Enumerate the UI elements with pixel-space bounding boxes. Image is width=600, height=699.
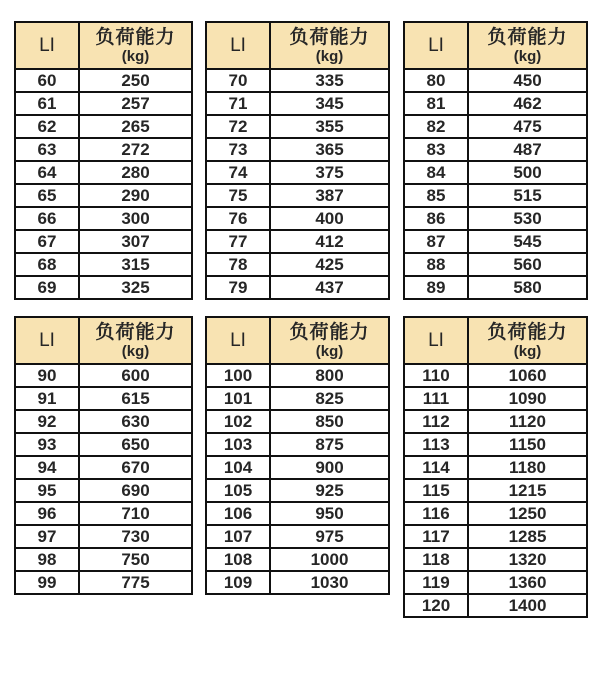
load-capacity-value: 730	[79, 525, 192, 548]
table-header-row	[206, 317, 389, 364]
li-value: 80	[404, 69, 468, 92]
table-row	[15, 571, 192, 594]
table-row	[15, 525, 192, 548]
li-value: 68	[15, 253, 79, 276]
table-row	[15, 410, 192, 433]
load-capacity-value: 315	[79, 253, 192, 276]
li-value: 86	[404, 207, 468, 230]
li-value: 70	[206, 69, 270, 92]
load-capacity-value: 775	[79, 571, 192, 594]
li-value: 108	[206, 548, 270, 571]
load-capacity-value: 462	[468, 92, 587, 115]
li-value: 89	[404, 276, 468, 299]
load-capacity-value: 600	[79, 364, 192, 387]
li-value: 84	[404, 161, 468, 184]
table-row	[206, 364, 389, 387]
table-row	[404, 161, 587, 184]
load-capacity-value: 355	[270, 115, 389, 138]
load-capacity-column-header	[79, 22, 192, 69]
table-row	[404, 548, 587, 571]
load-capacity-value: 1285	[468, 525, 587, 548]
load-capacity-value: 265	[79, 115, 192, 138]
load-capacity-unit: (kg)	[121, 342, 150, 360]
table-row	[206, 115, 389, 138]
li-value: 107	[206, 525, 270, 548]
load-capacity-value: 975	[270, 525, 389, 548]
table-row	[206, 276, 389, 299]
load-capacity-unit: (kg)	[121, 47, 150, 65]
load-capacity-unit: (kg)	[315, 342, 344, 360]
li-column-header: LI	[206, 317, 270, 364]
load-capacity-value: 290	[79, 184, 192, 207]
table-row	[15, 276, 192, 299]
load-capacity-value: 670	[79, 456, 192, 479]
load-capacity-value: 300	[79, 207, 192, 230]
load-capacity-value: 400	[270, 207, 389, 230]
load-capacity-value: 387	[270, 184, 389, 207]
li-value: 109	[206, 571, 270, 594]
table-row	[206, 456, 389, 479]
li-value: 117	[404, 525, 468, 548]
table-row	[404, 276, 587, 299]
load-capacity-value: 900	[270, 456, 389, 479]
table-row	[15, 161, 192, 184]
table-row	[206, 230, 389, 253]
load-capacity-value: 1180	[468, 456, 587, 479]
load-capacity-label: 负荷能力	[289, 321, 370, 343]
load-capacity-value: 1060	[468, 364, 587, 387]
li-value: 73	[206, 138, 270, 161]
load-capacity-unit: (kg)	[513, 342, 542, 360]
table-header-row	[404, 317, 587, 364]
li-value: 65	[15, 184, 79, 207]
load-capacity-value: 500	[468, 161, 587, 184]
li-value: 116	[404, 502, 468, 525]
li-value: 83	[404, 138, 468, 161]
table-row	[404, 230, 587, 253]
table-row	[404, 456, 587, 479]
load-capacity-value: 545	[468, 230, 587, 253]
load-index-table-1	[14, 21, 193, 300]
li-value: 98	[15, 548, 79, 571]
li-column-header: LI	[404, 22, 468, 69]
table-row	[206, 479, 389, 502]
load-capacity-value: 487	[468, 138, 587, 161]
load-capacity-value: 710	[79, 502, 192, 525]
table-row	[206, 138, 389, 161]
load-capacity-value: 1360	[468, 571, 587, 594]
load-capacity-value: 530	[468, 207, 587, 230]
li-value: 81	[404, 92, 468, 115]
table-row	[15, 502, 192, 525]
tables-row-bottom	[14, 316, 600, 618]
load-capacity-value: 875	[270, 433, 389, 456]
load-capacity-value: 307	[79, 230, 192, 253]
table-row	[206, 571, 389, 594]
li-value: 113	[404, 433, 468, 456]
table-row	[404, 207, 587, 230]
table-row	[404, 364, 587, 387]
load-index-table-5	[205, 316, 390, 595]
load-index-table-2	[205, 21, 390, 300]
li-value: 93	[15, 433, 79, 456]
load-capacity-value: 365	[270, 138, 389, 161]
load-capacity-value: 1400	[468, 594, 587, 617]
table-row	[404, 502, 587, 525]
table-row	[206, 69, 389, 92]
load-capacity-value: 925	[270, 479, 389, 502]
load-capacity-value: 850	[270, 410, 389, 433]
load-capacity-value: 280	[79, 161, 192, 184]
table-row	[206, 548, 389, 571]
table-row	[404, 594, 587, 617]
load-capacity-value: 1150	[468, 433, 587, 456]
load-capacity-value: 1215	[468, 479, 587, 502]
li-value: 114	[404, 456, 468, 479]
li-value: 95	[15, 479, 79, 502]
li-value: 85	[404, 184, 468, 207]
table-row	[206, 92, 389, 115]
table-row	[206, 433, 389, 456]
load-capacity-value: 615	[79, 387, 192, 410]
table-row	[15, 184, 192, 207]
li-value: 77	[206, 230, 270, 253]
load-capacity-value: 257	[79, 92, 192, 115]
load-capacity-label: 负荷能力	[487, 26, 568, 48]
table-row	[15, 69, 192, 92]
li-value: 74	[206, 161, 270, 184]
load-capacity-column-header	[468, 317, 587, 364]
table-row	[404, 410, 587, 433]
load-capacity-column-header	[79, 317, 192, 364]
li-value: 115	[404, 479, 468, 502]
load-capacity-value: 1030	[270, 571, 389, 594]
table-row	[404, 571, 587, 594]
table-row	[206, 207, 389, 230]
table-row	[15, 387, 192, 410]
li-value: 96	[15, 502, 79, 525]
load-capacity-value: 750	[79, 548, 192, 571]
table-row	[206, 387, 389, 410]
table-row	[15, 433, 192, 456]
load-capacity-value: 1120	[468, 410, 587, 433]
load-capacity-value: 412	[270, 230, 389, 253]
load-capacity-value: 450	[468, 69, 587, 92]
table-row	[15, 230, 192, 253]
li-value: 97	[15, 525, 79, 548]
li-value: 64	[15, 161, 79, 184]
load-capacity-value: 1320	[468, 548, 587, 571]
li-value: 120	[404, 594, 468, 617]
load-capacity-value: 650	[79, 433, 192, 456]
load-capacity-unit: (kg)	[513, 47, 542, 65]
table-row	[206, 410, 389, 433]
li-value: 78	[206, 253, 270, 276]
tables-row-top	[14, 21, 600, 300]
li-value: 71	[206, 92, 270, 115]
load-capacity-label: 负荷能力	[95, 26, 176, 48]
table-row	[404, 387, 587, 410]
load-capacity-value: 375	[270, 161, 389, 184]
table-row	[206, 253, 389, 276]
li-value: 100	[206, 364, 270, 387]
load-capacity-column-header	[468, 22, 587, 69]
load-capacity-column-header	[270, 317, 389, 364]
li-column-header: LI	[404, 317, 468, 364]
li-value: 62	[15, 115, 79, 138]
load-capacity-value: 345	[270, 92, 389, 115]
table-row	[206, 502, 389, 525]
li-value: 69	[15, 276, 79, 299]
table-row	[404, 433, 587, 456]
load-capacity-value: 1000	[270, 548, 389, 571]
table-row	[15, 479, 192, 502]
li-value: 118	[404, 548, 468, 571]
li-value: 101	[206, 387, 270, 410]
li-value: 60	[15, 69, 79, 92]
li-value: 104	[206, 456, 270, 479]
table-row	[404, 138, 587, 161]
li-value: 72	[206, 115, 270, 138]
li-column-header: LI	[15, 22, 79, 69]
li-value: 112	[404, 410, 468, 433]
load-capacity-value: 950	[270, 502, 389, 525]
table-header-row	[15, 22, 192, 69]
load-capacity-column-header	[270, 22, 389, 69]
load-capacity-value: 335	[270, 69, 389, 92]
table-row	[15, 92, 192, 115]
table-row	[404, 479, 587, 502]
table-row	[15, 456, 192, 479]
table-row	[404, 115, 587, 138]
table-row	[404, 92, 587, 115]
li-value: 90	[15, 364, 79, 387]
li-value: 99	[15, 571, 79, 594]
li-value: 61	[15, 92, 79, 115]
li-value: 92	[15, 410, 79, 433]
load-capacity-value: 560	[468, 253, 587, 276]
table-row	[206, 161, 389, 184]
li-value: 102	[206, 410, 270, 433]
table-row	[206, 184, 389, 207]
table-row	[404, 184, 587, 207]
li-value: 91	[15, 387, 79, 410]
li-value: 119	[404, 571, 468, 594]
load-capacity-value: 1250	[468, 502, 587, 525]
load-index-table-6	[403, 316, 588, 618]
li-value: 63	[15, 138, 79, 161]
table-row	[206, 525, 389, 548]
load-capacity-unit: (kg)	[315, 47, 344, 65]
load-capacity-label: 负荷能力	[95, 321, 176, 343]
li-value: 106	[206, 502, 270, 525]
load-capacity-value: 515	[468, 184, 587, 207]
load-capacity-value: 800	[270, 364, 389, 387]
table-row	[404, 525, 587, 548]
li-value: 94	[15, 456, 79, 479]
li-value: 79	[206, 276, 270, 299]
li-value: 88	[404, 253, 468, 276]
load-capacity-value: 272	[79, 138, 192, 161]
table-header-row	[404, 22, 587, 69]
table-row	[15, 364, 192, 387]
li-column-header: LI	[206, 22, 270, 69]
table-row	[404, 253, 587, 276]
li-value: 105	[206, 479, 270, 502]
load-capacity-value: 1090	[468, 387, 587, 410]
load-capacity-label: 负荷能力	[487, 321, 568, 343]
li-value: 87	[404, 230, 468, 253]
load-capacity-value: 580	[468, 276, 587, 299]
load-capacity-value: 325	[79, 276, 192, 299]
table-row	[15, 253, 192, 276]
li-value: 76	[206, 207, 270, 230]
li-value: 66	[15, 207, 79, 230]
table-row	[15, 207, 192, 230]
table-row	[15, 138, 192, 161]
table-row	[15, 548, 192, 571]
li-column-header: LI	[15, 317, 79, 364]
load-capacity-value: 825	[270, 387, 389, 410]
load-capacity-value: 425	[270, 253, 389, 276]
li-value: 111	[404, 387, 468, 410]
load-index-table-4	[14, 316, 193, 595]
table-row	[404, 69, 587, 92]
table-row	[15, 115, 192, 138]
li-value: 110	[404, 364, 468, 387]
load-capacity-label: 负荷能力	[289, 26, 370, 48]
li-value: 82	[404, 115, 468, 138]
li-value: 75	[206, 184, 270, 207]
load-capacity-value: 690	[79, 479, 192, 502]
li-value: 67	[15, 230, 79, 253]
load-capacity-value: 250	[79, 69, 192, 92]
load-capacity-value: 475	[468, 115, 587, 138]
load-capacity-value: 437	[270, 276, 389, 299]
li-value: 103	[206, 433, 270, 456]
load-index-table-3	[403, 21, 588, 300]
table-header-row	[15, 317, 192, 364]
table-header-row	[206, 22, 389, 69]
load-capacity-value: 630	[79, 410, 192, 433]
